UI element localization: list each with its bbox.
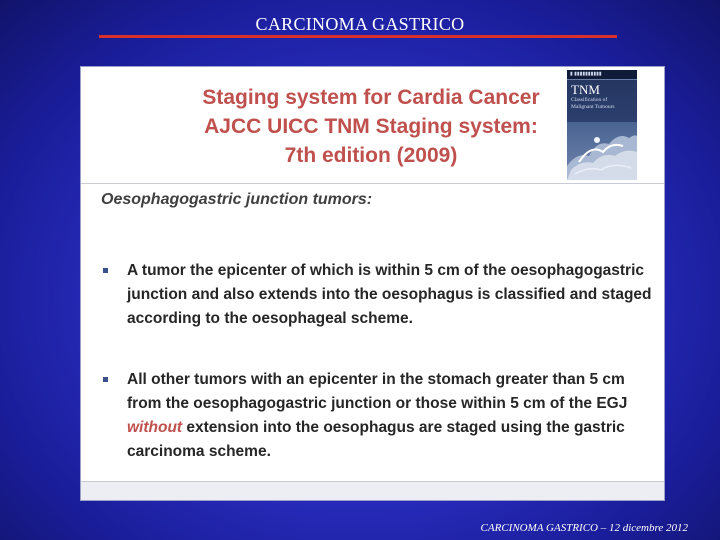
slide-title: CARCINOMA GASTRICO: [255, 14, 465, 34]
square-bullet-icon: [103, 268, 108, 273]
book-top-strip: [567, 70, 637, 80]
book-subtitle: Classification of Malignant Tumours: [571, 97, 615, 110]
bullet-emphasis: without: [127, 419, 183, 436]
content-panel: [80, 66, 665, 501]
bullet-text: A tumor the epicenter of which is within 5 cm of the oesophagogastric junction and also extends into the oesophagus is classified and staged according to the oesophageal scheme.: [127, 262, 652, 327]
bullet-text-after: extension into the oesophagus are staged using the gastric carcinoma scheme.: [127, 419, 625, 460]
staging-title-line-3: 7th edition (2009): [284, 144, 458, 167]
list-item: [101, 259, 661, 331]
panel-bottom-strip: [81, 481, 665, 500]
book-cover-illustration-icon: [567, 122, 637, 180]
bullet-list: [101, 259, 661, 464]
section-heading: Oesophagogastric junction tumors:: [101, 191, 373, 208]
title-underline: [99, 35, 617, 38]
square-bullet-icon: [103, 377, 108, 382]
tnm-book-cover-image: [567, 70, 637, 180]
book-title: TNM: [571, 82, 600, 97]
panel-header: [81, 67, 665, 183]
bullet-text-before: All other tumors with an epicenter in the stomach greater than 5 cm from the oesophagogastric junction or those within 5 cm of the EGJ: [127, 371, 628, 412]
book-publisher-icon: ▮ ▮▮▮▮▮▮▮▮▮▮: [570, 71, 602, 77]
slide-footer: CARCINOMA GASTRICO – 12 dicembre 2012: [480, 522, 688, 534]
list-item: [101, 368, 661, 464]
staging-title-line-2: AJCC UICC TNM Staging system:: [204, 115, 538, 138]
staging-system-title: [185, 83, 557, 170]
header-divider: [81, 183, 665, 184]
staging-title-line-1: Staging system for Cardia Cancer: [202, 86, 540, 109]
